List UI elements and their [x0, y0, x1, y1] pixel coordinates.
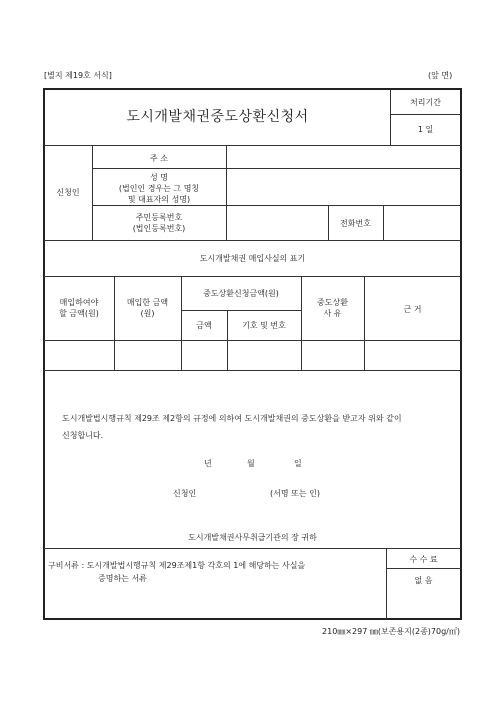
signature-note: (서명 또는 인)	[270, 489, 320, 498]
required-documents-line-2: 증명하는 서류	[98, 574, 147, 583]
signer-name-input[interactable]	[206, 486, 266, 500]
redemption-reason-input[interactable]	[303, 342, 362, 368]
required-amount-input[interactable]	[46, 342, 112, 368]
redemption-reason-header-1: 중도상환	[317, 298, 348, 307]
form-title: 도시개발채권중도상환신청서	[126, 109, 309, 125]
purchased-amount-input[interactable]	[116, 342, 179, 368]
redemption-request-header: 중도상환신청금액(원)	[203, 289, 279, 298]
statement-line-1: 도시개발법시행규칙 제29조 제2항의 규정에 의하여 도시개발채권의 중도상환을 받고자 위와 같이	[62, 414, 402, 423]
date-year: 년	[204, 459, 212, 468]
applicant-label: 신청인	[56, 188, 80, 197]
statement-line-2: 신청합니다.	[62, 431, 104, 440]
fee-label: 수 수 료	[409, 555, 438, 564]
paper-spec: 210㎜×297 ㎜(보존용지(2종)70g/㎡)	[322, 627, 460, 636]
name-note-2: 및 대표자의 성명)	[127, 195, 191, 204]
corp-number-label: (법인등록번호)	[132, 224, 186, 233]
fee-value: 없 음	[414, 576, 433, 585]
phone-input[interactable]	[385, 207, 459, 239]
date-day: 일	[294, 459, 302, 468]
name-input[interactable]	[228, 170, 459, 204]
bond-section-title: 도시개발채권 매입사실의 표기	[199, 254, 306, 263]
id-number-input[interactable]	[228, 207, 327, 239]
name-label: 성 명	[150, 173, 168, 182]
address-input[interactable]	[228, 147, 459, 167]
required-amount-header-2: 할 금액(원)	[59, 309, 99, 318]
redemption-reason-header-2: 사 유	[323, 309, 342, 318]
address-label: 주 소	[150, 154, 168, 163]
side-indicator: (앞 면)	[428, 71, 453, 80]
signer-label: 신청인	[173, 489, 197, 498]
amount-subheader: 금액	[196, 321, 212, 330]
symbol-number-subheader: 기호 및 번호	[242, 321, 286, 330]
basis-input[interactable]	[366, 342, 459, 368]
addressee: 도시개발채권사무취급기관의 장 귀하	[188, 533, 317, 542]
processing-period-label: 처리기간	[410, 98, 441, 107]
phone-label: 전화번호	[340, 219, 371, 228]
purchased-amount-header-1: 매입한 금액	[126, 298, 169, 307]
id-number-label: 주민등록번호	[135, 213, 183, 222]
name-note-1: (법인인 경우는 그 명칭	[118, 184, 200, 193]
required-amount-header-1: 매입하여야	[59, 298, 99, 307]
basis-header: 근 거	[403, 305, 422, 314]
request-amount-input[interactable]	[183, 342, 225, 368]
required-documents-line-1: 구비서류 : 도시개발법시행규칙 제29조제1항 각호의 1에 해당하는 사실을	[48, 561, 306, 570]
purchased-amount-header-2: (원)	[140, 309, 155, 318]
symbol-number-input[interactable]	[229, 342, 299, 368]
processing-period-value: 1 일	[417, 125, 434, 134]
form-number: [별지 제19호 서식]	[44, 71, 112, 80]
date-month: 월	[247, 459, 255, 468]
